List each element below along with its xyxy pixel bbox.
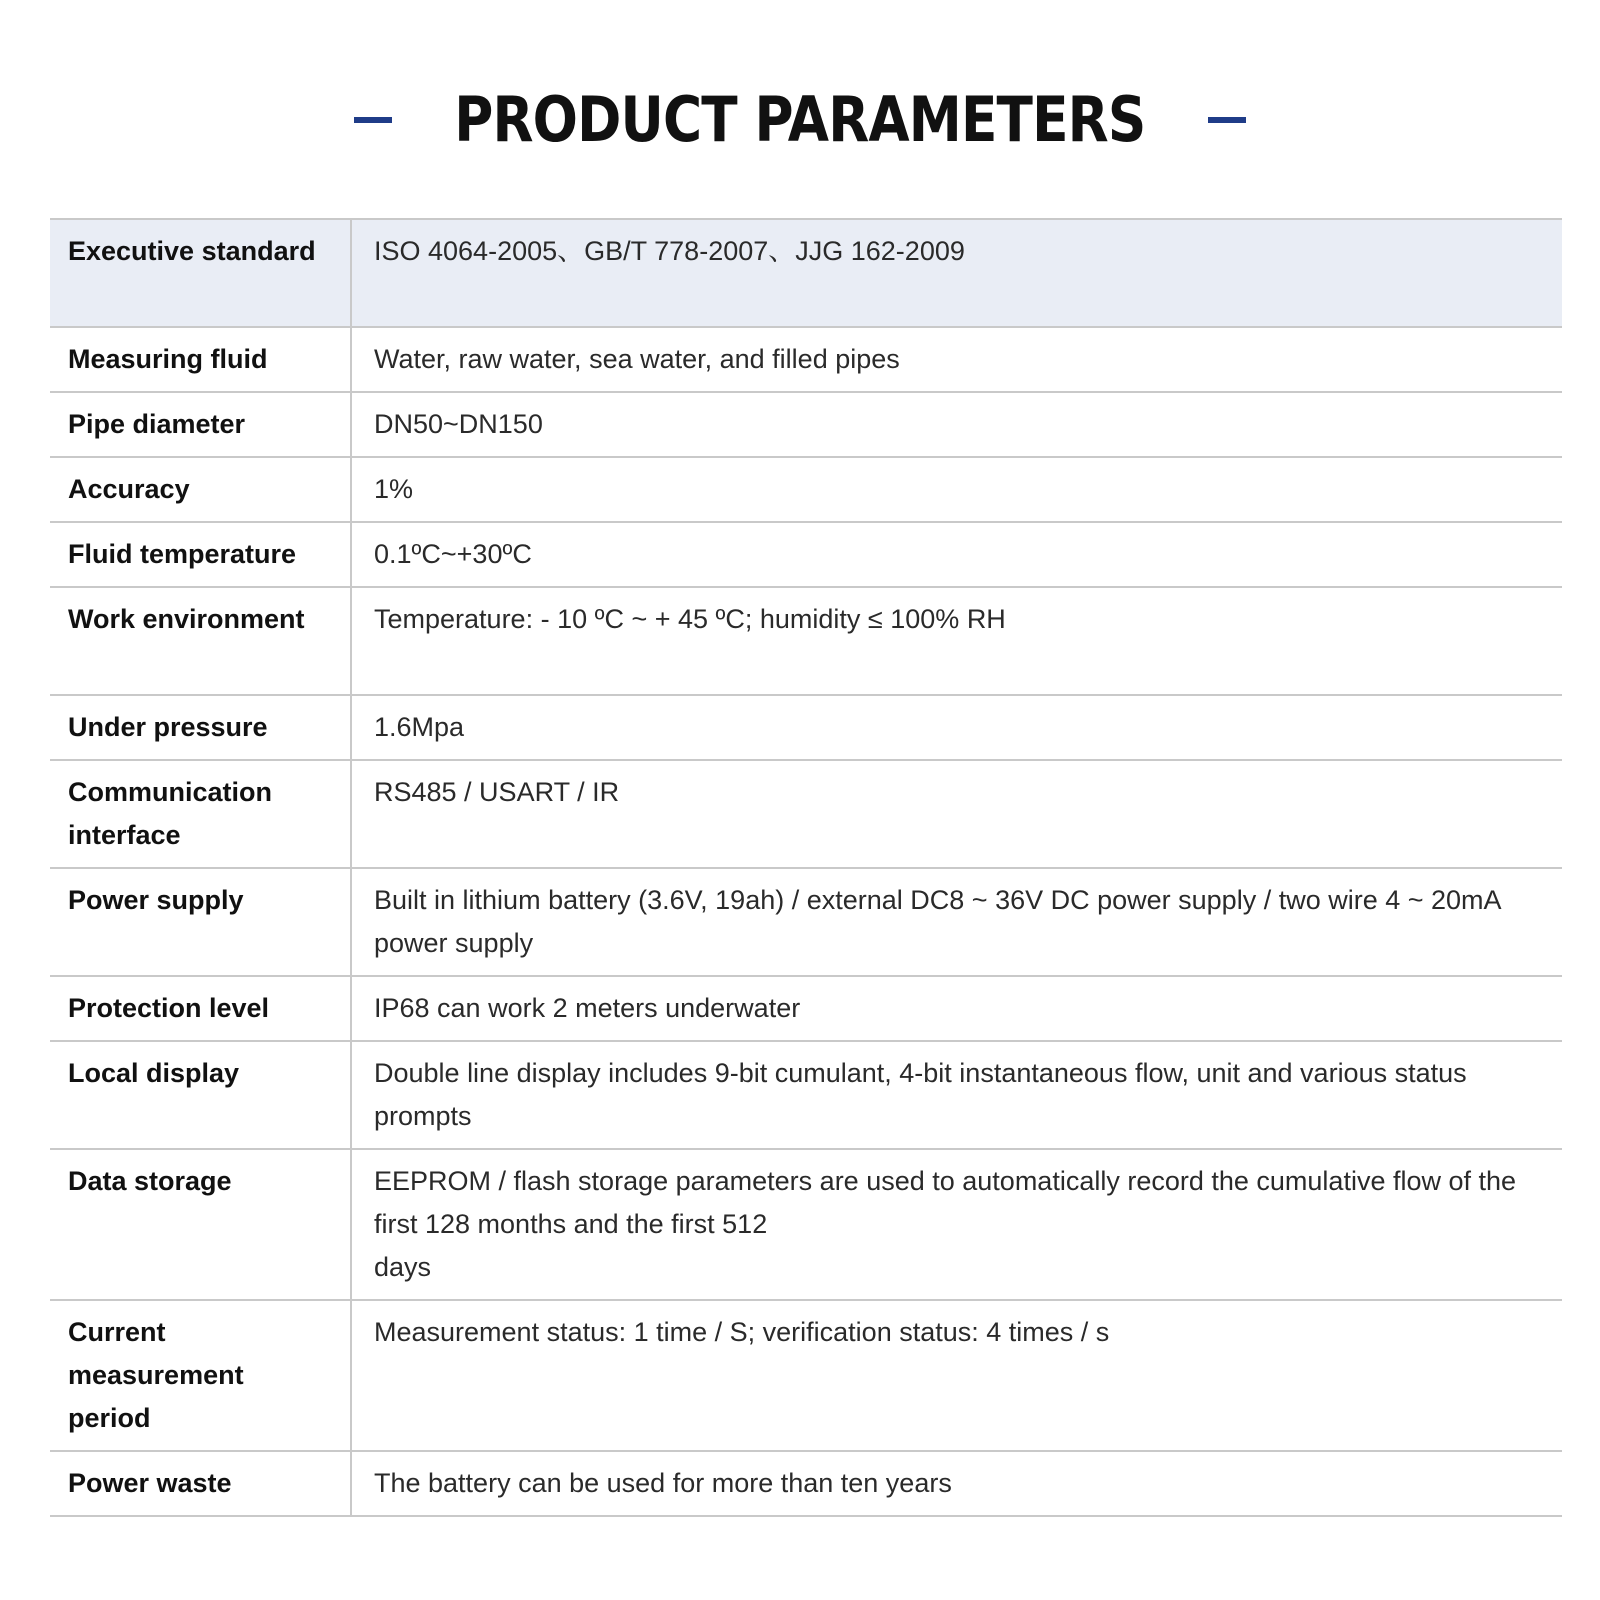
row-value: The battery can be used for more than ten years bbox=[351, 1451, 1562, 1516]
row-value: IP68 can work 2 meters underwater bbox=[351, 976, 1562, 1041]
row-label: Executive standard bbox=[50, 219, 351, 327]
title-area bbox=[0, 80, 1600, 160]
table-row bbox=[50, 392, 1562, 457]
table-row bbox=[50, 327, 1562, 392]
table-row bbox=[50, 522, 1562, 587]
row-value: Measurement status: 1 time / S; verification status: 4 times / s bbox=[351, 1300, 1562, 1451]
row-value: Built in lithium battery (3.6V, 19ah) / external DC8 ~ 36V DC power supply / two wire 4 ~ 20mA power supply bbox=[351, 868, 1562, 976]
row-value: ISO 4064-2005、GB/T 778-2007、JJG 162-2009 bbox=[351, 219, 1562, 327]
table-row bbox=[50, 976, 1562, 1041]
row-value: Double line display includes 9-bit cumulant, 4-bit instantaneous flow, unit and various status prompts bbox=[351, 1041, 1562, 1149]
page-title: PRODUCT PARAMETERS bbox=[454, 83, 1146, 156]
title-right-dash bbox=[1208, 117, 1246, 123]
row-label: Under pressure bbox=[50, 695, 351, 760]
row-label: Local display bbox=[50, 1041, 351, 1149]
row-label: Data storage bbox=[50, 1149, 351, 1300]
row-label: Communication interface bbox=[50, 760, 351, 868]
row-value: DN50~DN150 bbox=[351, 392, 1562, 457]
row-label: Power supply bbox=[50, 868, 351, 976]
title-left-dash bbox=[354, 117, 392, 123]
row-label: Accuracy bbox=[50, 457, 351, 522]
table-row bbox=[50, 1041, 1562, 1149]
table-row bbox=[50, 760, 1562, 868]
table-row bbox=[50, 1149, 1562, 1300]
row-value: 1% bbox=[351, 457, 1562, 522]
table-row bbox=[50, 868, 1562, 976]
row-value: 1.6Mpa bbox=[351, 695, 1562, 760]
row-value: 0.1ºC~+30ºC bbox=[351, 522, 1562, 587]
row-value: EEPROM / flash storage parameters are used to automatically record the cumulative flow of the first 128 months and the first 512 days bbox=[351, 1149, 1562, 1300]
table-row bbox=[50, 695, 1562, 760]
table-row bbox=[50, 1451, 1562, 1516]
row-label: Pipe diameter bbox=[50, 392, 351, 457]
row-label: Current measurement period bbox=[50, 1300, 351, 1451]
table-row bbox=[50, 1300, 1562, 1451]
table-row bbox=[50, 587, 1562, 695]
row-label: Protection level bbox=[50, 976, 351, 1041]
row-label: Work environment bbox=[50, 587, 351, 695]
title-container bbox=[354, 80, 1246, 160]
parameters-table bbox=[50, 218, 1562, 1517]
row-label: Fluid temperature bbox=[50, 522, 351, 587]
table-row bbox=[50, 457, 1562, 522]
row-value: Water, raw water, sea water, and filled pipes bbox=[351, 327, 1562, 392]
row-value: Temperature: - 10 ºC ~ + 45 ºC; humidity ≤ 100% RH bbox=[351, 587, 1562, 695]
table-row bbox=[50, 219, 1562, 327]
row-label: Measuring fluid bbox=[50, 327, 351, 392]
row-value: RS485 / USART / IR bbox=[351, 760, 1562, 868]
row-label: Power waste bbox=[50, 1451, 351, 1516]
